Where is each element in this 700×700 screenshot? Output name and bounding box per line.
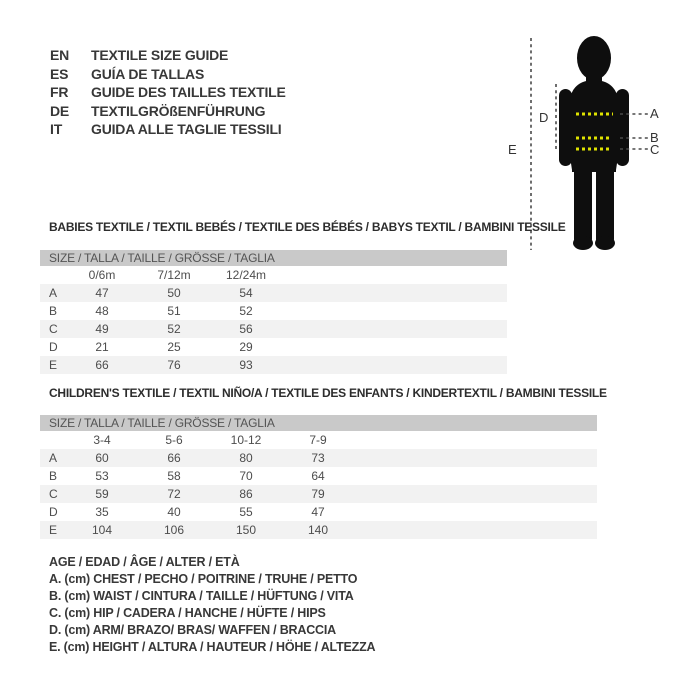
cell: 140: [307, 523, 329, 537]
cell: 56: [239, 322, 253, 336]
silhouette-torso: [568, 80, 620, 170]
legend-hip-line: C. (cm) HIP / CADERA / HANCHE / HÜFTE / HIPS: [49, 606, 326, 620]
cell: 40: [167, 505, 181, 519]
language-label: GUIDE DES TAILLES TEXTILE: [91, 84, 286, 100]
cell: 21: [95, 340, 109, 354]
silhouette-left-foot: [573, 236, 593, 250]
cell: 106: [163, 523, 185, 537]
row-label: C: [49, 322, 58, 336]
cell: 55: [239, 505, 253, 519]
language-code: FR: [50, 84, 69, 100]
cell: 70: [239, 469, 253, 483]
column-header: 5-6: [165, 433, 183, 447]
cell: 53: [95, 469, 109, 483]
silhouette-left-leg: [574, 164, 592, 246]
cell: 150: [235, 523, 257, 537]
column-header: 0/6m: [88, 268, 116, 282]
cell: 72: [167, 487, 181, 501]
cell: 64: [311, 469, 325, 483]
language-label: TEXTILE SIZE GUIDE: [91, 47, 229, 63]
cell: 49: [95, 322, 109, 336]
column-header: 7-9: [309, 433, 327, 447]
column-header: 7/12m: [157, 268, 191, 282]
language-code: EN: [50, 47, 70, 63]
babies-size-header: SIZE / TALLA / TAILLE / GRÖSSE / TAGLIA: [40, 250, 507, 266]
cell: 93: [239, 358, 253, 372]
cell: 54: [239, 286, 253, 300]
cell: 29: [239, 340, 253, 354]
row-label: A: [49, 286, 58, 300]
cell: 66: [167, 451, 181, 465]
table-row-b: [40, 467, 597, 485]
silhouette-left-arm: [559, 89, 572, 166]
row-label: B: [49, 469, 58, 483]
column-header: 3-4: [93, 433, 111, 447]
cell: 80: [239, 451, 253, 465]
cell: 104: [91, 523, 113, 537]
cell: 50: [167, 286, 181, 300]
babies-column-header-row: [40, 266, 507, 284]
children-size-header: SIZE / TALLA / TAILLE / GRÖSSE / TAGLIA: [40, 415, 597, 431]
language-row-en: [50, 46, 286, 65]
table-row-d: [40, 503, 597, 521]
silhouette-right-arm: [616, 89, 629, 166]
silhouette-right-foot: [595, 236, 615, 250]
table-row-d: [40, 338, 507, 356]
legend-arm-line: D. (cm) ARM/ BRAZO/ BRAS/ WAFFEN / BRACCIA: [49, 623, 336, 637]
silhouette-right-leg: [596, 164, 614, 246]
language-code: ES: [50, 65, 69, 82]
row-label: B: [49, 304, 58, 318]
legend-height-line: E. (cm) HEIGHT / ALTURA / HAUTEUR / HÖHE / ALTEZZA: [49, 640, 376, 654]
legend-age-line: AGE / EDAD / ÂGE / ALTER / ETÀ: [49, 555, 240, 569]
cell: 47: [95, 286, 109, 300]
cell: 25: [167, 340, 181, 354]
children-size-table: [40, 415, 597, 539]
cell: 76: [167, 358, 181, 372]
cell: 52: [239, 304, 253, 318]
language-row-it: [50, 120, 286, 139]
cell: 66: [95, 358, 109, 372]
empty-cell: [40, 266, 66, 284]
table-row-c: [40, 320, 507, 338]
language-row-fr: [50, 83, 286, 102]
table-row-e: [40, 521, 597, 539]
cell: 59: [95, 487, 109, 501]
figure-label-c: C: [650, 142, 660, 157]
column-header: 12/24m: [225, 268, 267, 282]
legend-chest-line: A. (cm) CHEST / PECHO / POITRINE / TRUHE / PETTO: [49, 572, 358, 586]
table-row-a: [40, 449, 597, 467]
language-list: [50, 46, 286, 139]
children-section-title: CHILDREN'S TEXTILE / TEXTIL NIÑO/A / TEXTILE DES ENFANTS / KINDERTEXTIL / BAMBINI TESSILE: [49, 386, 607, 400]
figure-label-b: B: [650, 130, 659, 145]
cell: 51: [167, 304, 181, 318]
table-row-c: [40, 485, 597, 503]
row-label: D: [49, 340, 58, 354]
row-label: E: [49, 523, 58, 537]
table-row-a: [40, 284, 507, 302]
language-label: GUÍA DE TALLAS: [91, 65, 205, 82]
cell: 73: [311, 451, 325, 465]
table-row-e: [40, 356, 507, 374]
language-row-de: [50, 102, 286, 121]
measurement-legend: [49, 554, 375, 656]
language-label: TEXTILGRÖßENFÜHRUNG: [91, 102, 266, 119]
row-label: E: [49, 358, 58, 372]
figure-label-e: E: [508, 142, 517, 157]
cell: 58: [167, 469, 181, 483]
language-code: DE: [50, 102, 70, 119]
cell: 48: [95, 304, 109, 318]
cell: 47: [311, 505, 325, 519]
child-silhouette: [559, 36, 629, 250]
babies-section-title: BABIES TEXTILE / TEXTIL BEBÉS / TEXTILE DES BÉBÉS / BABYS TEXTIL / BAMBINI TESSILE: [49, 220, 566, 234]
cell: 52: [167, 322, 181, 336]
children-column-header-row: [40, 431, 597, 449]
cell: 60: [95, 451, 109, 465]
cell: 86: [239, 487, 253, 501]
cell: 35: [95, 505, 109, 519]
row-label: C: [49, 487, 58, 501]
table-row-b: [40, 302, 507, 320]
figure-label-a: A: [650, 106, 659, 121]
cell: 79: [311, 487, 325, 501]
row-label: D: [49, 505, 58, 519]
language-label: GUIDA ALLE TAGLIE TESSILI: [91, 121, 282, 137]
row-label: A: [49, 451, 58, 465]
empty-cell: [40, 431, 66, 449]
language-code: IT: [50, 121, 63, 137]
legend-waist-line: B. (cm) WAIST / CINTURA / TAILLE / HÜFTUNG / VITA: [49, 589, 354, 603]
babies-size-table: [40, 250, 507, 374]
column-header: 10-12: [230, 433, 262, 447]
figure-label-d: D: [539, 110, 549, 125]
language-row-es: [50, 65, 286, 84]
